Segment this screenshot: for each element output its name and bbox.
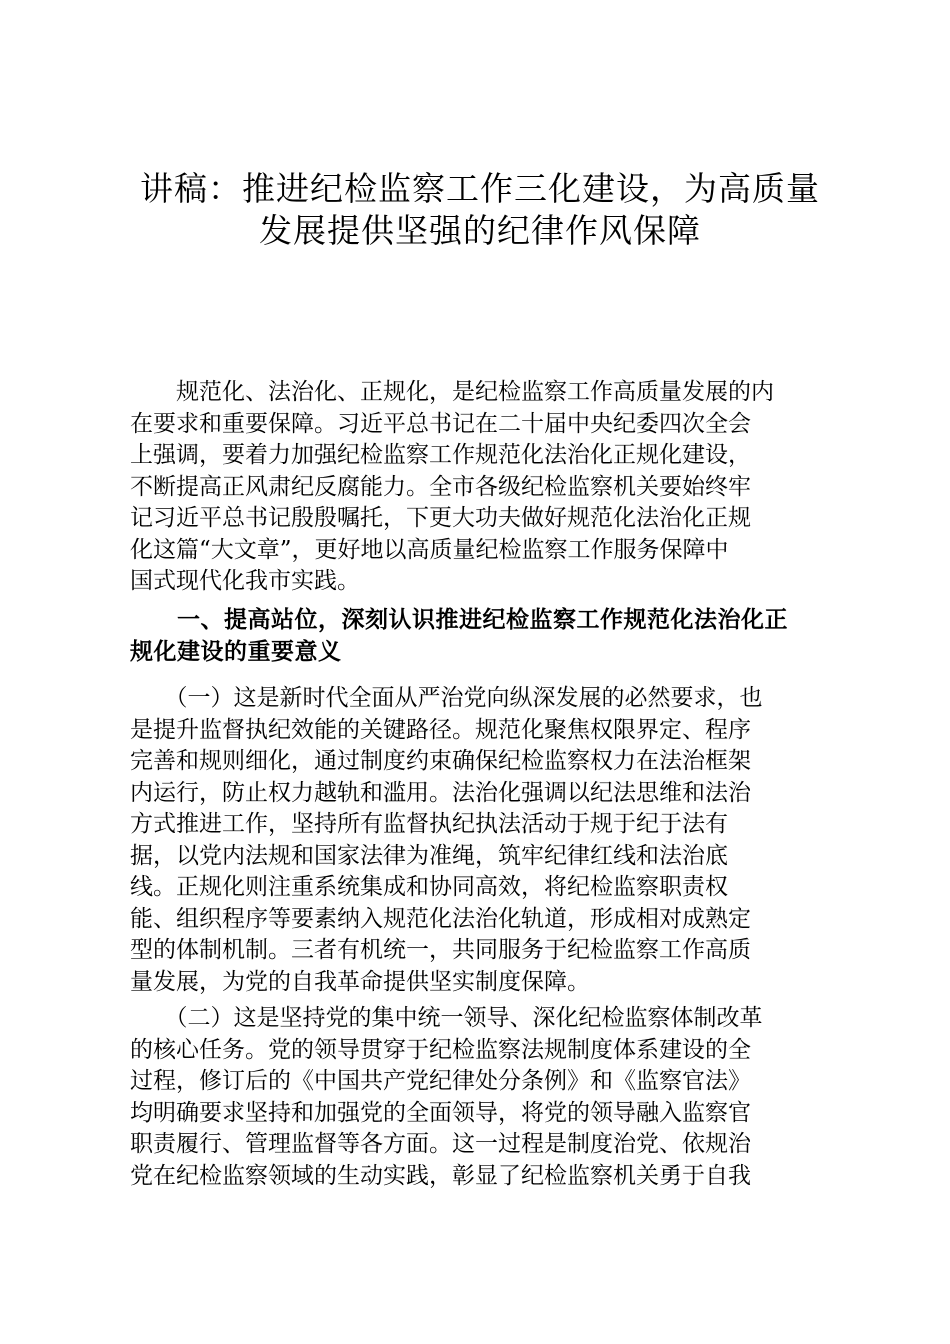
text-line: 据，以党内法规和国家法律为准绳，筑牢纪律红线和法治底: [130, 842, 728, 869]
intro-paragraph: [130, 377, 830, 598]
heading-line: 一、提高站位，深刻认识推进纪检监察工作规范化法治化正: [130, 607, 788, 633]
text-line: 内运行，防止权力越轨和滥用。法治化强调以纪法思维和法治: [130, 779, 751, 806]
text-line: 方式推进工作，坚持所有监督执纪执法活动于规于纪于法有: [130, 811, 728, 837]
text-line: 是提升监督执纪效能的关键路径。规范化聚焦权限界定、程序: [130, 716, 751, 743]
text-line: 量发展，为党的自我革命提供坚实制度保障。: [130, 968, 590, 995]
text-line: 在要求和重要保障。习近平总书记在二十届中央纪委四次全会: [130, 410, 751, 437]
text-line: （二）这是坚持党的集中统一领导、深化纪检监察体制改革: [130, 1005, 763, 1031]
title-line: 发展提供坚强的纪律作风保障: [259, 211, 701, 250]
section-heading-one: [130, 605, 830, 668]
paragraph-one: [130, 683, 830, 998]
text-line: 完善和规则细化，通过制度约束确保纪检监察权力在法治框架: [130, 748, 751, 774]
text-line: 职责履行、管理监督等各方面。这一过程是制度治党、依规治: [130, 1131, 751, 1157]
text-line: 的核心任务。党的领导贯穿于纪检监察法规制度体系建设的全: [130, 1036, 751, 1063]
text-line: 党在纪检监察领域的生动实践，彰显了纪检监察机关勇于自我: [130, 1162, 751, 1189]
heading-line: 规化建设的重要意义: [130, 638, 342, 665]
paragraph-two: [130, 1003, 830, 1192]
text-line: 线。正规化则注重系统集成和协同高效，将纪检监察职责权: [130, 874, 728, 900]
text-line: 能、组织程序等要素纳入规范化法治化轨道，形成相对成熟定: [130, 905, 751, 932]
text-line: 国式现代化我市实践。: [130, 568, 360, 594]
document-title: [120, 168, 840, 252]
text-line: 均明确要求坚持和加强党的全面领导，将党的领导融入监察官: [130, 1099, 751, 1126]
text-line: 不断提高正风肃纪反腐能力。全市各级纪检监察机关要始终牢: [130, 473, 751, 500]
text-line: 规范化、法治化、正规化，是纪检监察工作高质量发展的内: [130, 379, 774, 405]
text-line: 上强调，要着力加强纪检监察工作规范化法治化正规化建设，: [130, 442, 751, 468]
text-line: （一）这是新时代全面从严治党向纵深发展的必然要求，也: [130, 685, 763, 711]
text-line: 记习近平总书记殷殷嘱托，下更大功夫做好规范化法治化正规: [130, 505, 751, 531]
title-line: 讲稿：推进纪检监察工作三化建设，为高质量: [140, 169, 820, 208]
text-line: 过程，修订后的《中国共产党纪律处分条例》和《监察官法》: [130, 1068, 751, 1094]
text-line: 化这篇“大文章”，更好地以高质量纪检监察工作服务保障中: [130, 536, 729, 563]
text-line: 型的体制机制。三者有机统一，共同服务于纪检监察工作高质: [130, 937, 751, 963]
